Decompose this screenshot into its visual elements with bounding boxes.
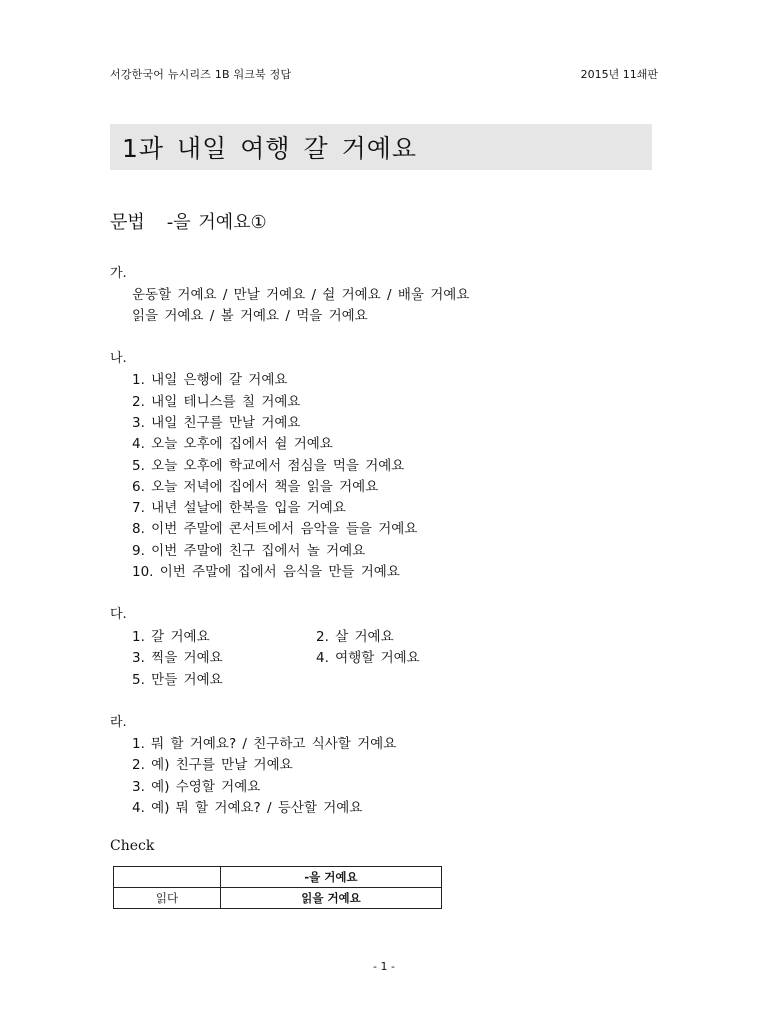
check-table-header-cell: -을 거예요 <box>221 867 442 888</box>
lesson-title-box <box>110 124 652 170</box>
grammar-label: 문법 <box>110 212 145 233</box>
section-na-item: 7. 내년 설날에 한복을 입을 거예요 <box>132 500 346 516</box>
document-header-right: 2015년 11쇄판 <box>580 68 658 81</box>
check-label: Check <box>110 838 155 854</box>
section-da-item: 3. 찍을 거예요 <box>132 650 223 666</box>
lesson-title: 1과 내일 여행 갈 거예요 <box>122 134 418 163</box>
check-table-header-row <box>114 867 442 888</box>
section-na-item: 1. 내일 은행에 갈 거예요 <box>132 372 288 388</box>
section-ra-item: 4. 예) 뭐 할 거예요? / 등산할 거예요 <box>132 800 363 816</box>
section-ga-label: 가. <box>110 266 127 281</box>
section-na-item: 8. 이번 주말에 콘서트에서 음악을 들을 거예요 <box>132 521 418 537</box>
grammar-heading <box>110 208 267 234</box>
section-ra-item: 2. 예) 친구를 만날 거예요 <box>132 757 293 773</box>
page-number: - 1 - <box>373 960 395 973</box>
section-da-item: 1. 갈 거예요 <box>132 629 210 645</box>
section-na-item: 2. 내일 테니스를 칠 거예요 <box>132 394 301 410</box>
check-table-cell-verb: 읽다 <box>114 888 221 909</box>
section-ga-line: 운동할 거예요 / 만날 거예요 / 쉴 거예요 / 배울 거예요 <box>132 287 470 303</box>
section-ra-label: 라. <box>110 715 127 730</box>
check-table-header-cell <box>114 867 221 888</box>
section-na-item: 9. 이번 주말에 친구 집에서 놀 거예요 <box>132 543 366 559</box>
section-na-item: 4. 오늘 오후에 집에서 쉴 거예요 <box>132 436 333 452</box>
check-table-row <box>114 888 442 909</box>
section-ra-item: 3. 예) 수영할 거예요 <box>132 779 261 795</box>
check-table-cell-answer: 읽을 거예요 <box>221 888 442 909</box>
check-table <box>113 866 442 909</box>
section-na-item: 10. 이번 주말에 집에서 음식을 만들 거예요 <box>132 564 400 580</box>
section-da-item: 2. 살 거예요 <box>316 629 394 645</box>
section-ga-line: 읽을 거예요 / 볼 거예요 / 먹을 거예요 <box>132 308 368 324</box>
document-header-left: 서강한국어 뉴시리즈 1B 워크북 정답 <box>110 68 292 81</box>
section-na-item: 6. 오늘 저녁에 집에서 책을 읽을 거예요 <box>132 479 379 495</box>
section-ra-item: 1. 뭐 할 거예요? / 친구하고 식사할 거예요 <box>132 736 397 752</box>
section-na-label: 나. <box>110 351 127 366</box>
section-da-label: 다. <box>110 607 127 622</box>
section-da-item: 4. 여행할 거예요 <box>316 650 420 666</box>
section-da-item: 5. 만들 거예요 <box>132 672 223 688</box>
section-na-item: 5. 오늘 오후에 학교에서 점심을 먹을 거예요 <box>132 458 405 474</box>
section-na-item: 3. 내일 친구를 만날 거예요 <box>132 415 301 431</box>
grammar-pattern: -을 거예요① <box>166 212 267 233</box>
